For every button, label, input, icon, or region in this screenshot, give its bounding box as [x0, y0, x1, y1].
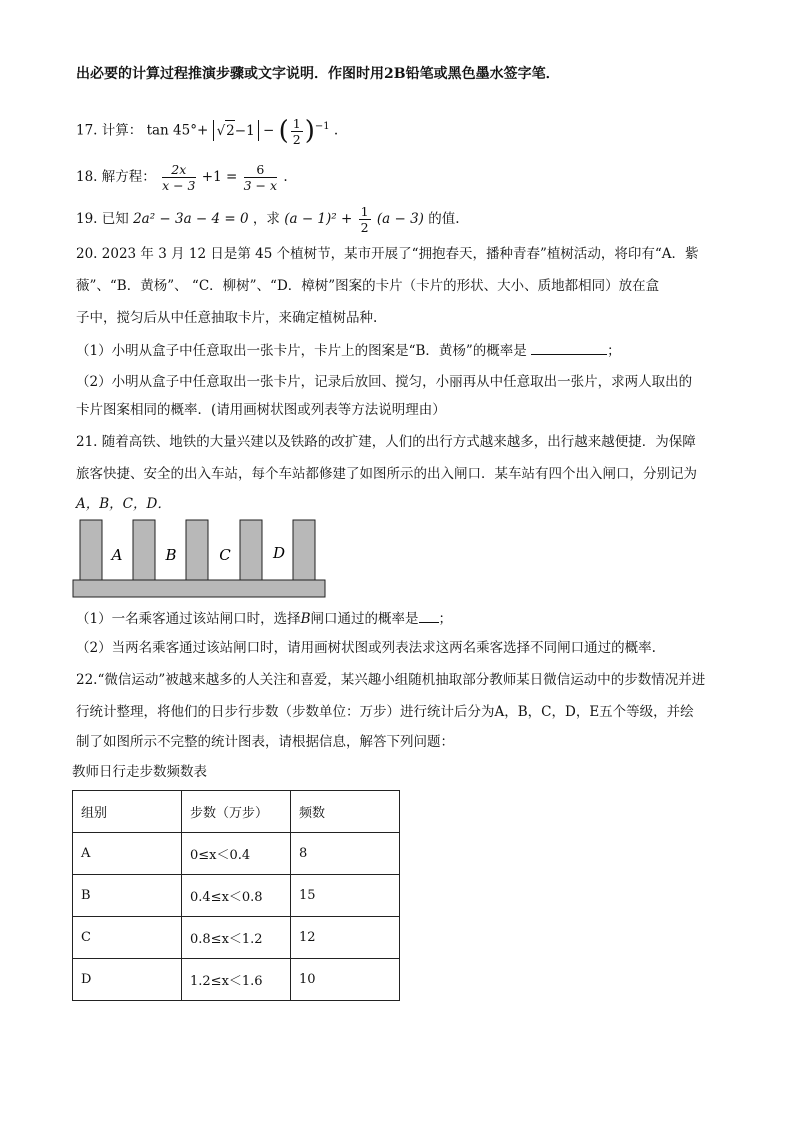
q19-mid: ，求 — [252, 211, 280, 227]
table-row — [73, 875, 400, 917]
q19-frac-den: 2 — [360, 220, 369, 235]
q20-line-3: 子中，搅匀后从中任意抽取卡片，来确定植树品种. — [76, 310, 378, 326]
q17-exponent: −1 — [314, 121, 330, 132]
q17-abs-value — [213, 120, 259, 141]
table-row — [73, 833, 400, 875]
frequency-table — [72, 790, 400, 1001]
q18-prefix: 18. 解方程： — [76, 169, 156, 185]
q17-sqrt-content: 2 — [225, 120, 235, 141]
table-cell: 12 — [291, 917, 400, 959]
gate-pillar — [293, 520, 315, 580]
left-paren: ( — [278, 116, 289, 146]
q17-prefix: 17. 计算： — [76, 122, 143, 139]
table-header-row — [73, 791, 400, 833]
sqrt-sign: √ — [216, 122, 226, 139]
table-cell: C — [73, 917, 182, 959]
q19-expr1: (a − 1)² + — [284, 211, 353, 227]
q17-frac-num: 1 — [292, 115, 301, 131]
q17-fraction — [291, 116, 303, 147]
q18-f1-num: 2x — [162, 162, 195, 178]
q22-line-1: 22.“微信运动”被越来越多的人关注和喜爱，某兴趣小组随机抽取部分教师某日微信运动中的步数情况并进 — [76, 672, 706, 688]
q21-sub-1 — [76, 608, 452, 629]
gate-pillar — [186, 520, 208, 580]
q21-line-2: 旅客快捷、安全的出入车站，每个车站都修建了如图所示的出入闸口．某车站有四个出入闸口，分别记为 — [76, 466, 697, 482]
table-header-cell: 步数（万步） — [182, 791, 291, 833]
table-cell: D — [73, 959, 182, 1001]
q21-sub1-b: B — [300, 611, 311, 627]
instructions-line: 出必要的计算过程推演步骤或文字说明．作图时用2B铅笔或黑色墨水签字笔． — [76, 66, 560, 82]
q20-sub-1 — [76, 340, 621, 361]
q21-sub1-text: （1）一名乘客通过该站闸口时，选择 — [76, 611, 301, 627]
table-row — [73, 959, 400, 1001]
question-18 — [76, 160, 288, 194]
gate-pillar — [240, 520, 262, 580]
q22-line-2: 行统计整理，将他们的日步行步数（步数单位：万步）进行统计后分为A，B，C，D，E五个等级，并绘 — [76, 704, 694, 720]
q21-line-3: A，B，C，D． — [76, 496, 171, 512]
gate-pillar — [80, 520, 102, 580]
table-header-cell: 频数 — [291, 791, 400, 833]
q21-sub1-end: ； — [438, 611, 453, 627]
q19-end: 的值. — [428, 211, 460, 227]
answer-blank[interactable] — [531, 340, 607, 355]
q17-tan: tan 45°+ — [146, 122, 209, 139]
table-row — [73, 917, 400, 959]
table-cell: 10 — [291, 959, 400, 1001]
q18-f1-den: x − 3 — [162, 178, 196, 193]
q22-line-3: 制了如图所示不完整的统计图表，请根据信息，解答下列问题： — [76, 734, 454, 750]
q20-sub-2a: （2）小明从盒子中任意取出一张卡片，记录后放回、搅匀，小丽再从中任意取出一张片，求两人取出的 — [76, 374, 693, 390]
q18-fraction-2 — [244, 162, 277, 193]
q18-end: . — [283, 169, 288, 185]
q18-f2-den: 3 − x — [243, 178, 278, 193]
right-paren: ) — [304, 116, 315, 146]
gate-base — [73, 580, 325, 597]
table-cell: B — [73, 875, 182, 917]
q21-line-1: 21. 随着高铁、地铁的大量兴建以及铁路的改扩建，人们的出行方式越来越多，出行越来越便捷．为保障 — [76, 434, 696, 450]
gate-label-d: D — [272, 544, 286, 562]
answer-blank[interactable] — [419, 608, 439, 623]
q21-sub-2: （2）当两名乘客通过该站闸口时，请用画树状图或列表法求这两名乘客选择不同闸口通过的概率. — [76, 640, 656, 656]
q17-minus: − — [262, 122, 275, 139]
table-cell: 8 — [291, 833, 400, 875]
table-header-cell: 组别 — [73, 791, 182, 833]
gate-label-a: A — [111, 546, 123, 564]
q19-fraction — [359, 204, 371, 235]
q17-frac-den: 2 — [292, 131, 301, 147]
gate-pillar — [133, 520, 155, 580]
q20-sub1-text: （1）小明从盒子中任意取出一张卡片，卡片上的图案是“B．黄杨”的概率是 — [76, 343, 527, 359]
q19-expr2: (a − 3) — [376, 211, 424, 227]
q18-fraction-1 — [162, 162, 195, 193]
q21-sub1-mid: 闸口通过的概率是 — [310, 611, 419, 627]
table-cell: 0.4≤x＜0.8 — [182, 875, 291, 917]
question-19 — [76, 202, 460, 236]
question-17 — [76, 112, 339, 147]
q20-line-1: 20. 2023 年 3 月 12 日是第 45 个植树节，某市开展了“拥抱春天，播种青春”植树活动，将印有“A．紫 — [76, 246, 699, 262]
q17-abs-minus: −1 — [234, 122, 255, 139]
q17-end: . — [333, 122, 339, 139]
table-cell: 0.8≤x＜1.2 — [182, 917, 291, 959]
q18-mid: +1 = — [201, 169, 238, 185]
table-cell: 15 — [291, 875, 400, 917]
table-cell: 1.2≤x＜1.6 — [182, 959, 291, 1001]
gate-diagram — [70, 516, 330, 602]
gate-label-c: C — [219, 546, 231, 564]
q19-prefix: 19. 已知 — [76, 211, 129, 227]
q20-sub1-end: ； — [607, 343, 621, 359]
q20-line-2: 薇”、“B．黄杨”、 “C．柳树”、“D．樟树”图案的卡片（卡片的形状、大小、质地都相同）放在盒 — [76, 278, 660, 294]
q19-frac-num: 1 — [360, 204, 369, 219]
q19-equation: 2a² − 3a − 4 = 0 — [133, 211, 249, 227]
table-title: 教师日行走步数频数表 — [72, 764, 207, 780]
table-cell: A — [73, 833, 182, 875]
gate-label-b: B — [165, 546, 177, 564]
q20-sub-2b: 卡片图案相同的概率．(请用画树状图或列表等方法说明理由） — [76, 402, 446, 418]
table-cell: 0≤x＜0.4 — [182, 833, 291, 875]
q18-f2-num: 6 — [244, 162, 277, 178]
